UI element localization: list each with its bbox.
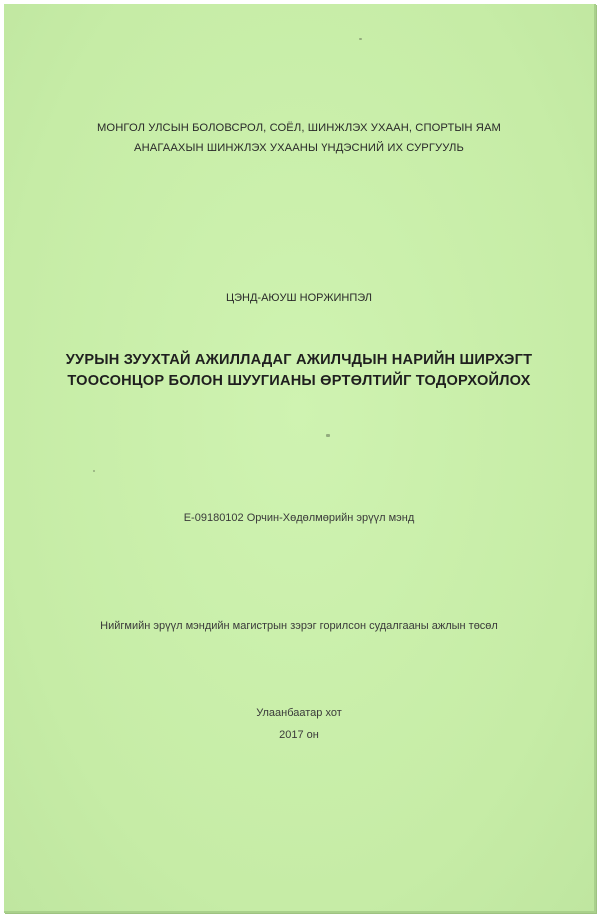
city-name: Улаанбаатар хот [256, 707, 342, 719]
thesis-title-line2: ТООСОНЦОР БОЛОН ШУУГИАНЫ ӨРТӨЛТИЙГ ТОДОРХОЙЛОХ [67, 373, 531, 389]
degree-note: Нийгмийн эрүүл мэндийн магистрын зэрэг горилсон судалгааны ажлын төсөл [100, 620, 498, 632]
author-name: ЦЭНД-АЮУШ НОРЖИНПЭЛ [225, 292, 373, 304]
institution-ministry: МОНГОЛ УЛСЫН БОЛОВСРОЛ, СОЁЛ, ШИНЖЛЭХ УХААН, СПОРТЫН ЯАМ [97, 122, 501, 134]
institution-university: АНАГААХЫН ШИНЖЛЭХ УХААНЫ ҮНДЭСНИЙ ИХ СУРГУУЛЬ [134, 142, 464, 154]
year-text: 2017 он [279, 729, 319, 741]
scan-speck [326, 434, 330, 437]
specialty-code: Е-09180102 Орчин-Хөдөлмөрийн эрүүл мэнд [183, 512, 415, 524]
scan-speck [93, 470, 95, 472]
thesis-title-line1: УУРЫН ЗУУХТАЙ АЖИЛЛАДАГ АЖИЛЧДЫН НАРИЙН ШИРХЭГТ [65, 352, 533, 368]
scan-speck [359, 38, 362, 40]
thesis-cover-sheet [4, 4, 596, 913]
